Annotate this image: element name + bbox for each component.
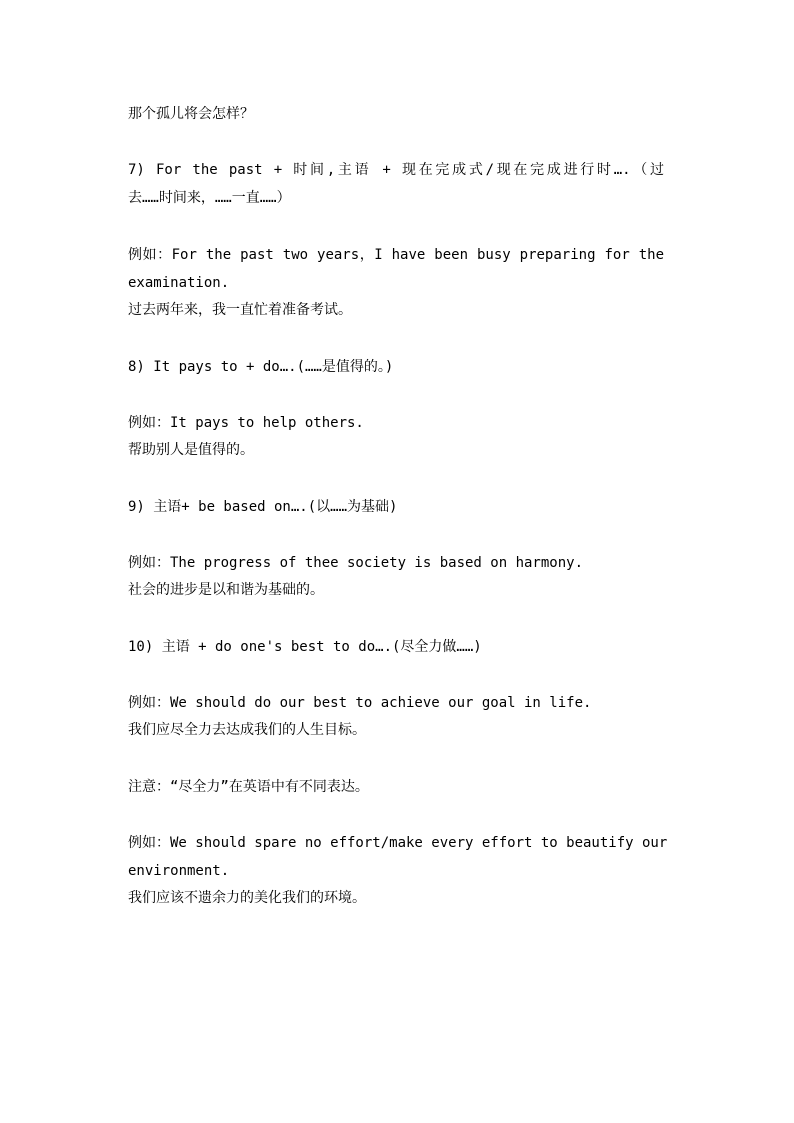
text-line-item-8-example: 例如：It pays to help others. [128, 415, 364, 431]
text-line-item-9-heading: 9) 主语+ be based on….(以……为基础) [128, 499, 398, 515]
text-line-item-7-example: 例如：For the past two years，I have been busy preparing for the [128, 247, 664, 263]
text-line-item-10-translation: 我们应尽全力去达成我们的人生目标。 [128, 722, 366, 738]
text-line-item-9-translation: 社会的进步是以和谐为基础的。 [128, 582, 324, 598]
text-line-item-7-heading: 7) For the past + 时间,主语 + 现在完成式/现在完成进行时….（过 [128, 162, 664, 178]
text-line-note-example-cont: environment. [128, 863, 230, 879]
text-line-note-translation: 我们应该不遗余力的美化我们的环境。 [128, 890, 366, 906]
text-line-item-7-example-cont: examination. [128, 275, 230, 291]
text-line-item-10-heading: 10) 主语 + do one's best to do….(尽全力做……) [128, 639, 482, 655]
text-line-item-7-heading-cont: 去……时间来，……一直……） [128, 190, 291, 206]
text-line-orphan-question: 那个孤儿将会怎样？ [128, 106, 254, 122]
text-line-item-7-translation: 过去两年来，我一直忙着准备考试。 [128, 302, 352, 318]
text-line-item-9-example: 例如：The progress of thee society is based on harmony. [128, 555, 584, 571]
text-line-item-8-heading: 8) It pays to + do….(……是值得的。) [128, 359, 394, 375]
text-line-note: 注意：“尽全力”在英语中有不同表达。 [128, 779, 369, 795]
text-line-note-example: 例如：We should spare no effort/make every effort to beautify our [128, 835, 668, 851]
text-line-item-10-example: 例如：We should do our best to achieve our goal in life. [128, 695, 592, 711]
text-line-item-8-translation: 帮助别人是值得的。 [128, 442, 254, 458]
